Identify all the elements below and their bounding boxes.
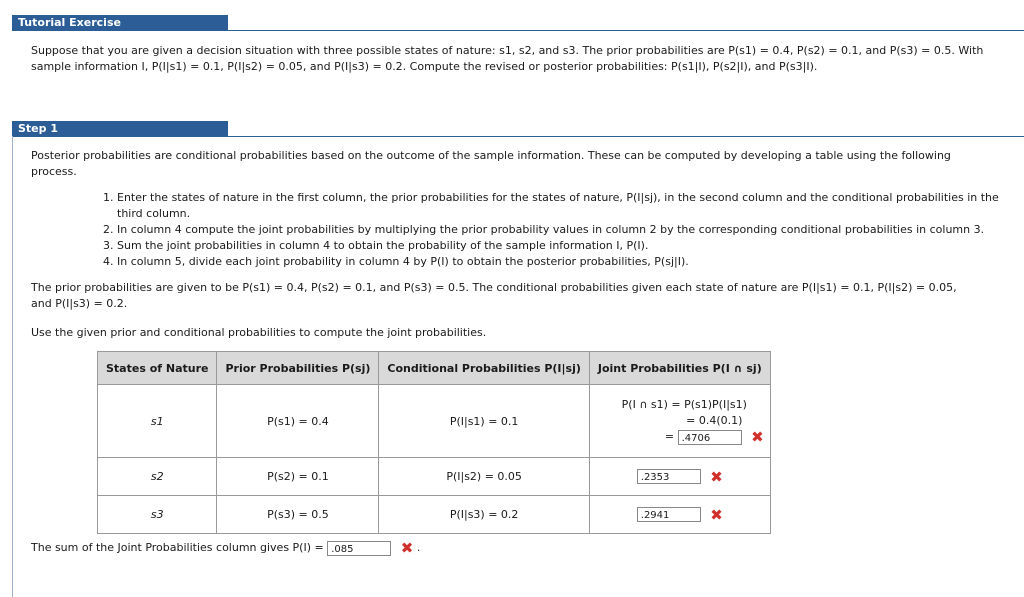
procedure-list <box>101 190 1017 270</box>
table-row <box>98 458 771 496</box>
prior-cell: P(s1) = 0.4 <box>217 385 379 458</box>
sum-input[interactable]: .085 <box>327 541 391 556</box>
col-header-joint: Joint Probabilities P(I ∩ sj) <box>589 352 770 385</box>
sum-label: The sum of the Joint Probabilities column gives P(I) = <box>31 541 324 554</box>
procedure-step-3: 3. Sum the joint probabilities in column 4 to obtain the probability of the sample information I, P(I). <box>117 238 1017 254</box>
joint-cell <box>589 385 770 458</box>
col-header-prior: Prior Probabilities P(sj) <box>217 352 379 385</box>
state-cell: s2 <box>98 458 217 496</box>
joint-cell <box>589 496 770 534</box>
instruction-text: Use the given prior and conditional probabilities to compute the joint probabilities. <box>31 326 487 339</box>
step-1-header: Step 1 <box>12 121 228 136</box>
joint-probability-table <box>97 351 771 534</box>
prior-cell: P(s2) = 0.1 <box>217 458 379 496</box>
problem-statement <box>31 43 1011 75</box>
joint-input-s2[interactable]: .2353 <box>637 469 701 484</box>
tutorial-exercise-header: Tutorial Exercise <box>12 15 228 30</box>
col-header-conditional: Conditional Probabilities P(I|sj) <box>379 352 589 385</box>
joint-substitution: = 0.4(0.1) <box>686 414 743 427</box>
incorrect-icon: ✖ <box>710 467 723 486</box>
sum-period: . <box>416 541 421 554</box>
joint-input-s1[interactable]: .4706 <box>678 430 742 445</box>
step-intro <box>31 148 991 180</box>
procedure-step-1: 1. Enter the states of nature in the first column, the prior probabilities for the states of nature, P(I|sj), in the second column and the conditional probabilities in the third column. <box>117 190 1017 222</box>
state-cell: s3 <box>98 496 217 534</box>
conditional-cell: P(I|s1) = 0.1 <box>379 385 589 458</box>
joint-answer-line <box>600 429 769 445</box>
joint-input-s3[interactable]: .2941 <box>637 507 701 522</box>
procedure-step-4: 4. In column 5, divide each joint probability in column 4 by P(I) to obtain the posterior probabilities, P(sj|I). <box>117 254 1017 270</box>
sum-statement <box>31 540 420 556</box>
incorrect-icon: ✖ <box>751 428 764 446</box>
step-intro-line-2: process. <box>31 165 77 178</box>
table-row <box>98 496 771 534</box>
header-rule <box>12 30 1024 31</box>
procedure-step-2: 2. In column 4 compute the joint probabilities by multiplying the prior probability values in column 2 by the corresponding conditional probabilities in column 3. <box>117 222 1017 238</box>
problem-line-1: Suppose that you are given a decision situation with three possible states of nature: s1, s2, and s3. The prior probabilities are P(s1) = 0.4, P(s2) = 0.1, and P(s3) = 0.5. With <box>31 44 984 57</box>
prior-cell: P(s3) = 0.5 <box>217 496 379 534</box>
incorrect-icon: ✖ <box>710 505 723 524</box>
given-line-2: and P(I|s3) = 0.2. <box>31 297 128 310</box>
equals-sign: = <box>664 430 675 443</box>
conditional-cell: P(I|s3) = 0.2 <box>379 496 589 534</box>
problem-line-2: sample information I, P(I|s1) = 0.1, P(I|s2) = 0.05, and P(I|s3) = 0.2. Compute the revised or posterior probabilities: P(s1|I), P(s2|I), and P(s3|I). <box>31 60 818 73</box>
given-values <box>31 280 1011 312</box>
joint-cell <box>589 458 770 496</box>
conditional-cell: P(I|s2) = 0.05 <box>379 458 589 496</box>
step-left-border <box>12 136 13 597</box>
col-header-states: States of Nature <box>98 352 217 385</box>
given-line-1: The prior probabilities are given to be P(s1) = 0.4, P(s2) = 0.1, and P(s3) = 0.5. The conditional probabilities given each state of nature are P(I|s1) = 0.1, P(I|s2) = 0.05, <box>31 281 957 294</box>
table-row <box>98 385 771 458</box>
state-cell: s1 <box>98 385 217 458</box>
joint-formula: P(I ∩ s1) = P(s1)P(I|s1) <box>621 398 747 411</box>
step-intro-line-1: Posterior probabilities are conditional probabilities based on the outcome of the sample information. These can be computed by developing a table using the following <box>31 149 951 162</box>
step-header-rule <box>12 136 1024 137</box>
incorrect-icon: ✖ <box>400 539 414 557</box>
